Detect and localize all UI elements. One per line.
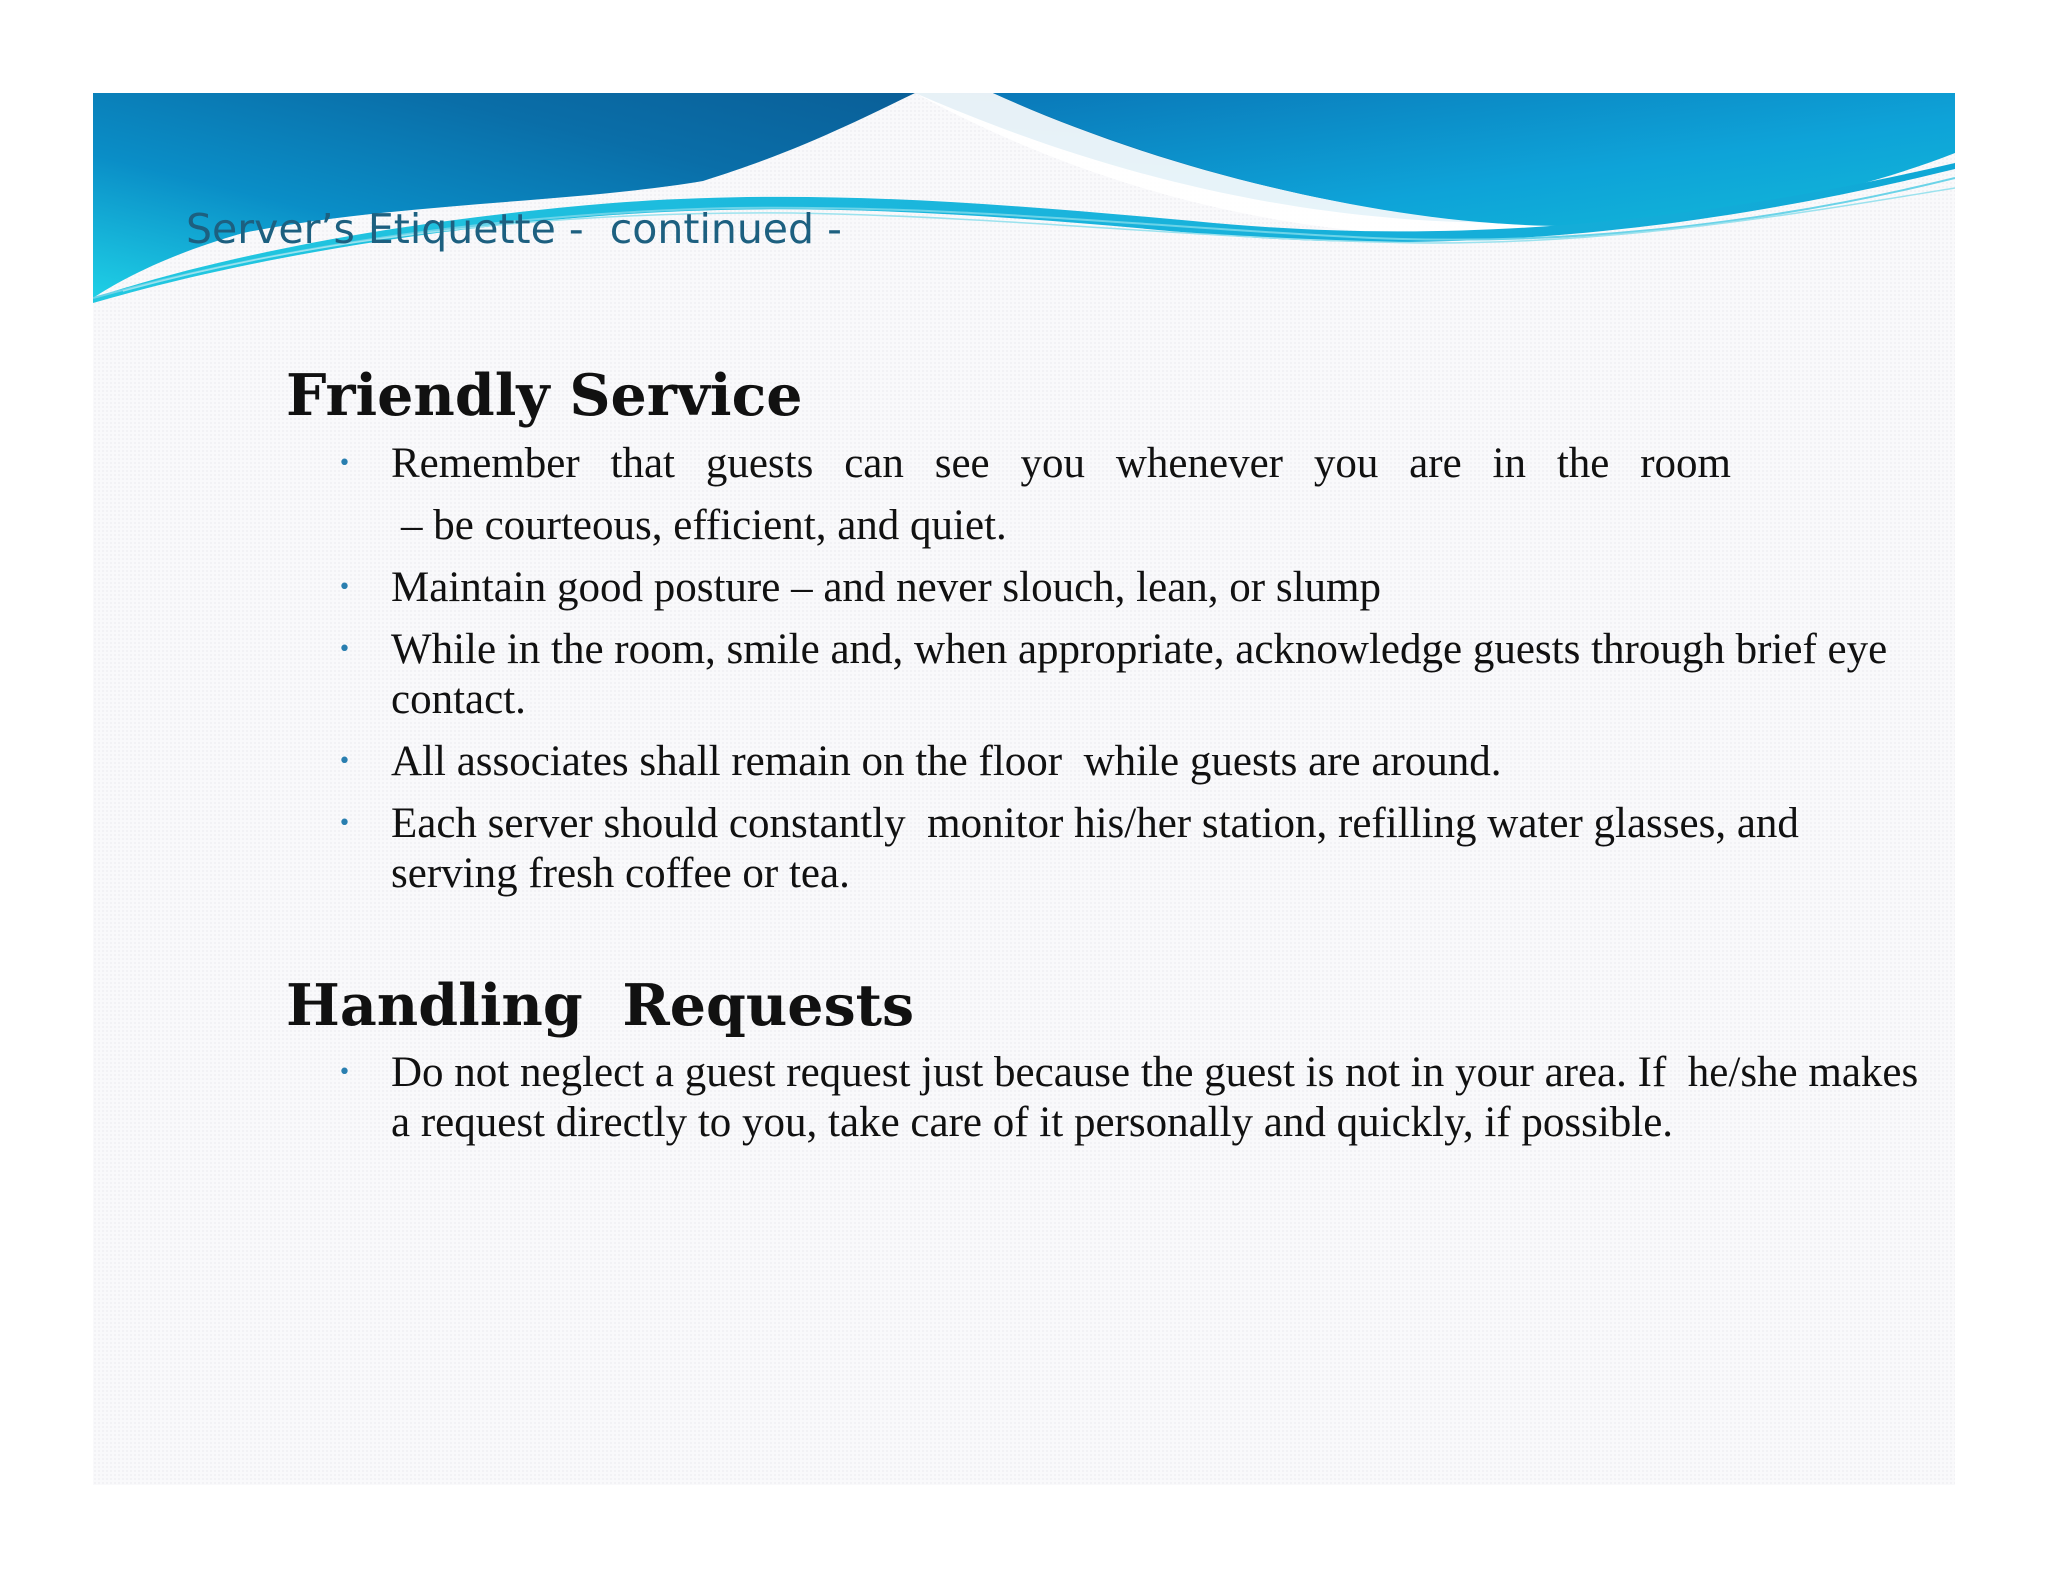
bullet-text: Do not neglect a guest request just because the guest is not in your area. If he/she makes a request directly to you, take care of it personally and quickly, if possible. — [391, 1049, 1929, 1147]
section-handling-requests — [286, 971, 1929, 1149]
bullet-icon: • — [338, 1060, 351, 1086]
section-heading: Handling Requests — [286, 971, 915, 1039]
section-heading: Friendly Service — [286, 362, 803, 429]
bullet-text: All associates shall remain on the floor while guests are around. — [391, 737, 1502, 785]
bullet-icon: • — [338, 810, 351, 836]
bullet-item — [286, 737, 1926, 787]
bullet-text-continuation: – be courteous, efficient, and quiet. — [401, 501, 1007, 549]
bullet-list — [286, 439, 1926, 899]
bullet-item — [286, 1048, 1929, 1148]
bullet-icon: • — [338, 574, 351, 600]
bullet-icon: • — [338, 450, 351, 476]
bullet-text: Maintain good posture – and never slouch, lean, or slump — [391, 563, 1381, 611]
section-friendly-service — [286, 363, 1926, 899]
bullet-list — [286, 1048, 1929, 1148]
bullet-text: While in the room, smile and, when appropriate, acknowledge guests through brief eye contact. — [391, 625, 1898, 723]
bullet-item — [286, 439, 1926, 551]
bullet-text: Each server should constantly monitor his/her station, refilling water glasses, and serving fresh coffee or tea. — [391, 799, 1810, 897]
slide — [93, 93, 1955, 1485]
slide-content — [286, 362, 1929, 1160]
bullet-icon: • — [338, 636, 351, 662]
bullet-item — [286, 563, 1926, 613]
slide-title: Server’s Etiquette - continued - — [186, 205, 842, 253]
bullet-item — [286, 625, 1926, 725]
bullet-item — [286, 799, 1926, 899]
bullet-text-line: Remember that guests can see you whenever you are in the room — [391, 439, 1731, 487]
bullet-icon: • — [338, 748, 351, 774]
